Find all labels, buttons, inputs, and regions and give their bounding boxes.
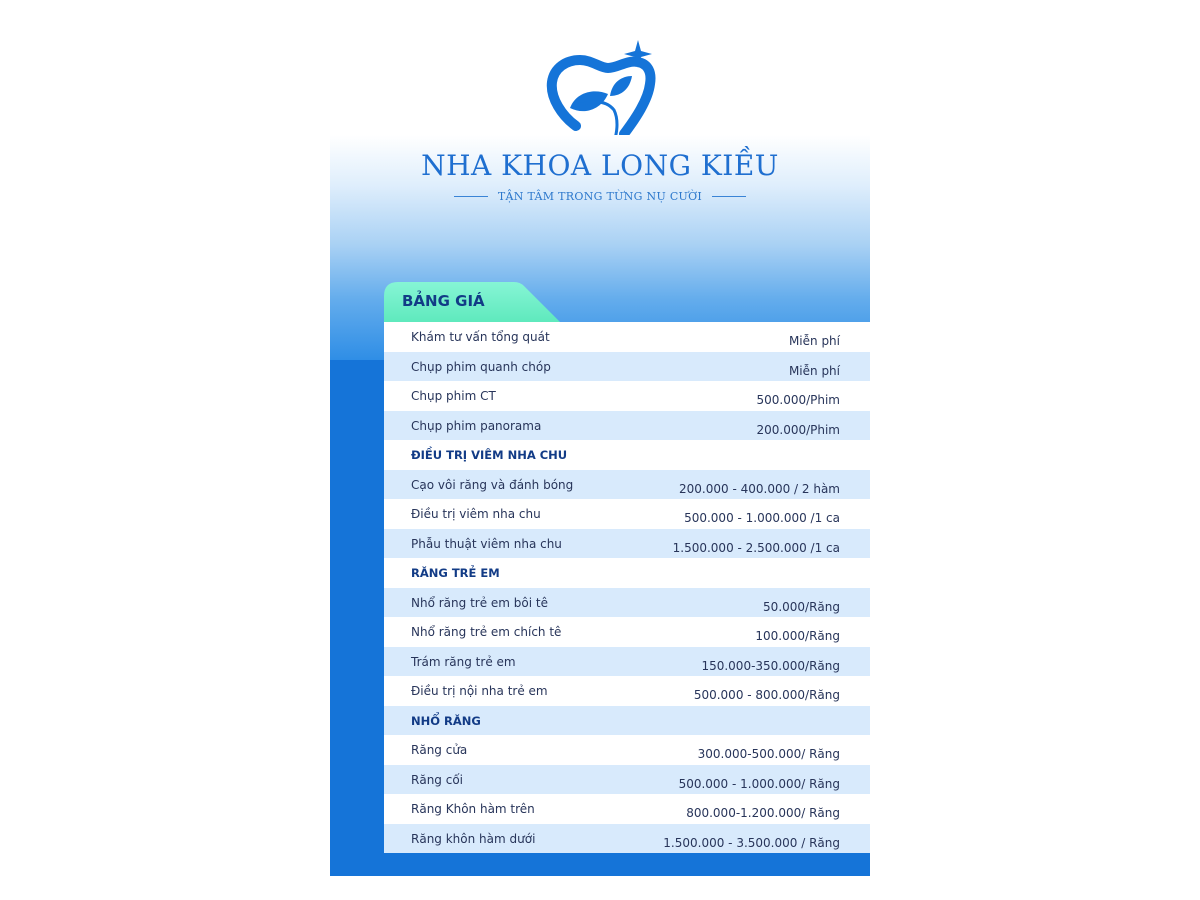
service-name: Phẫu thuật viêm nha chu xyxy=(411,536,562,551)
service-price: 200.000/Phim xyxy=(756,422,840,437)
section-header-row xyxy=(384,440,870,470)
service-name: Chụp phim quanh chóp xyxy=(411,359,551,374)
service-name: Răng khôn hàm dưới xyxy=(411,831,536,846)
price-row xyxy=(384,381,870,411)
service-price: Miễn phí xyxy=(788,363,840,378)
service-price: 300.000-500.000/ Răng xyxy=(697,747,840,761)
section-title: NHỔ RĂNG xyxy=(411,713,481,728)
section-title: ĐIỀU TRỊ VIÊM NHA CHU xyxy=(411,448,568,462)
price-list-title: BẢNG GIÁ xyxy=(402,292,485,310)
service-price: 1.500.000 - 2.500.000 /1 ca xyxy=(672,540,840,555)
service-price: Miễn phí xyxy=(788,334,840,348)
price-row xyxy=(384,411,870,441)
price-row xyxy=(384,588,870,618)
price-row xyxy=(384,676,870,706)
price-row xyxy=(384,499,870,529)
price-row xyxy=(384,529,870,559)
price-row xyxy=(384,352,870,382)
price-row xyxy=(384,735,870,765)
clinic-tagline: TẬN TÂM TRONG TỪNG NỤ CƯỜI xyxy=(497,190,703,203)
price-table xyxy=(384,322,870,853)
service-name: Chụp phim CT xyxy=(411,389,496,403)
section-header-row xyxy=(384,706,870,736)
clinic-name: NHA KHOA LONG KIỀU xyxy=(421,149,779,182)
service-name: Cạo vôi răng và đánh bóng xyxy=(411,477,574,492)
tagline-row xyxy=(330,190,870,203)
service-price: 150.000-350.000/Răng xyxy=(701,658,840,673)
price-row xyxy=(384,322,870,352)
section-header-row xyxy=(384,558,870,588)
service-name: Nhổ răng trẻ em chích tê xyxy=(411,625,562,639)
service-price: 500.000 - 800.000/Răng xyxy=(693,688,840,702)
service-price: 100.000/Răng xyxy=(755,629,840,643)
section-title: RĂNG TRẺ EM xyxy=(411,566,500,580)
service-name: Răng cối xyxy=(411,772,464,787)
price-row xyxy=(384,794,870,824)
price-row xyxy=(384,824,870,854)
tooth-leaf-logo-icon xyxy=(540,38,660,144)
service-name: Chụp phim panorama xyxy=(411,418,542,433)
service-name: Khám tư vấn tổng quát xyxy=(411,330,550,344)
service-price: 500.000 - 1.000.000/ Răng xyxy=(678,776,840,791)
service-price: 200.000 - 400.000 / 2 hàm xyxy=(679,481,840,496)
price-row xyxy=(384,647,870,677)
price-row xyxy=(384,765,870,795)
price-row xyxy=(384,617,870,647)
service-price: 500.000/Phim xyxy=(756,393,840,407)
service-name: Điều trị viêm nha chu xyxy=(411,507,541,521)
service-name: Răng cửa xyxy=(411,743,468,757)
service-price: 1.500.000 - 3.500.000 / Răng xyxy=(663,835,840,850)
service-name: Trám răng trẻ em xyxy=(411,654,516,669)
service-price: 500.000 - 1.000.000 /1 ca xyxy=(684,511,840,525)
service-name: Răng Khôn hàm trên xyxy=(411,802,535,816)
service-price: 800.000-1.200.000/ Răng xyxy=(686,806,840,820)
service-name: Điều trị nội nha trẻ em xyxy=(411,684,548,698)
price-list-card xyxy=(330,135,870,876)
tagline-divider-right xyxy=(712,196,746,197)
service-price: 50.000/Răng xyxy=(763,599,840,614)
tagline-divider-left xyxy=(454,196,488,197)
price-row xyxy=(384,470,870,500)
service-name: Nhổ răng trẻ em bôi tê xyxy=(411,595,548,610)
